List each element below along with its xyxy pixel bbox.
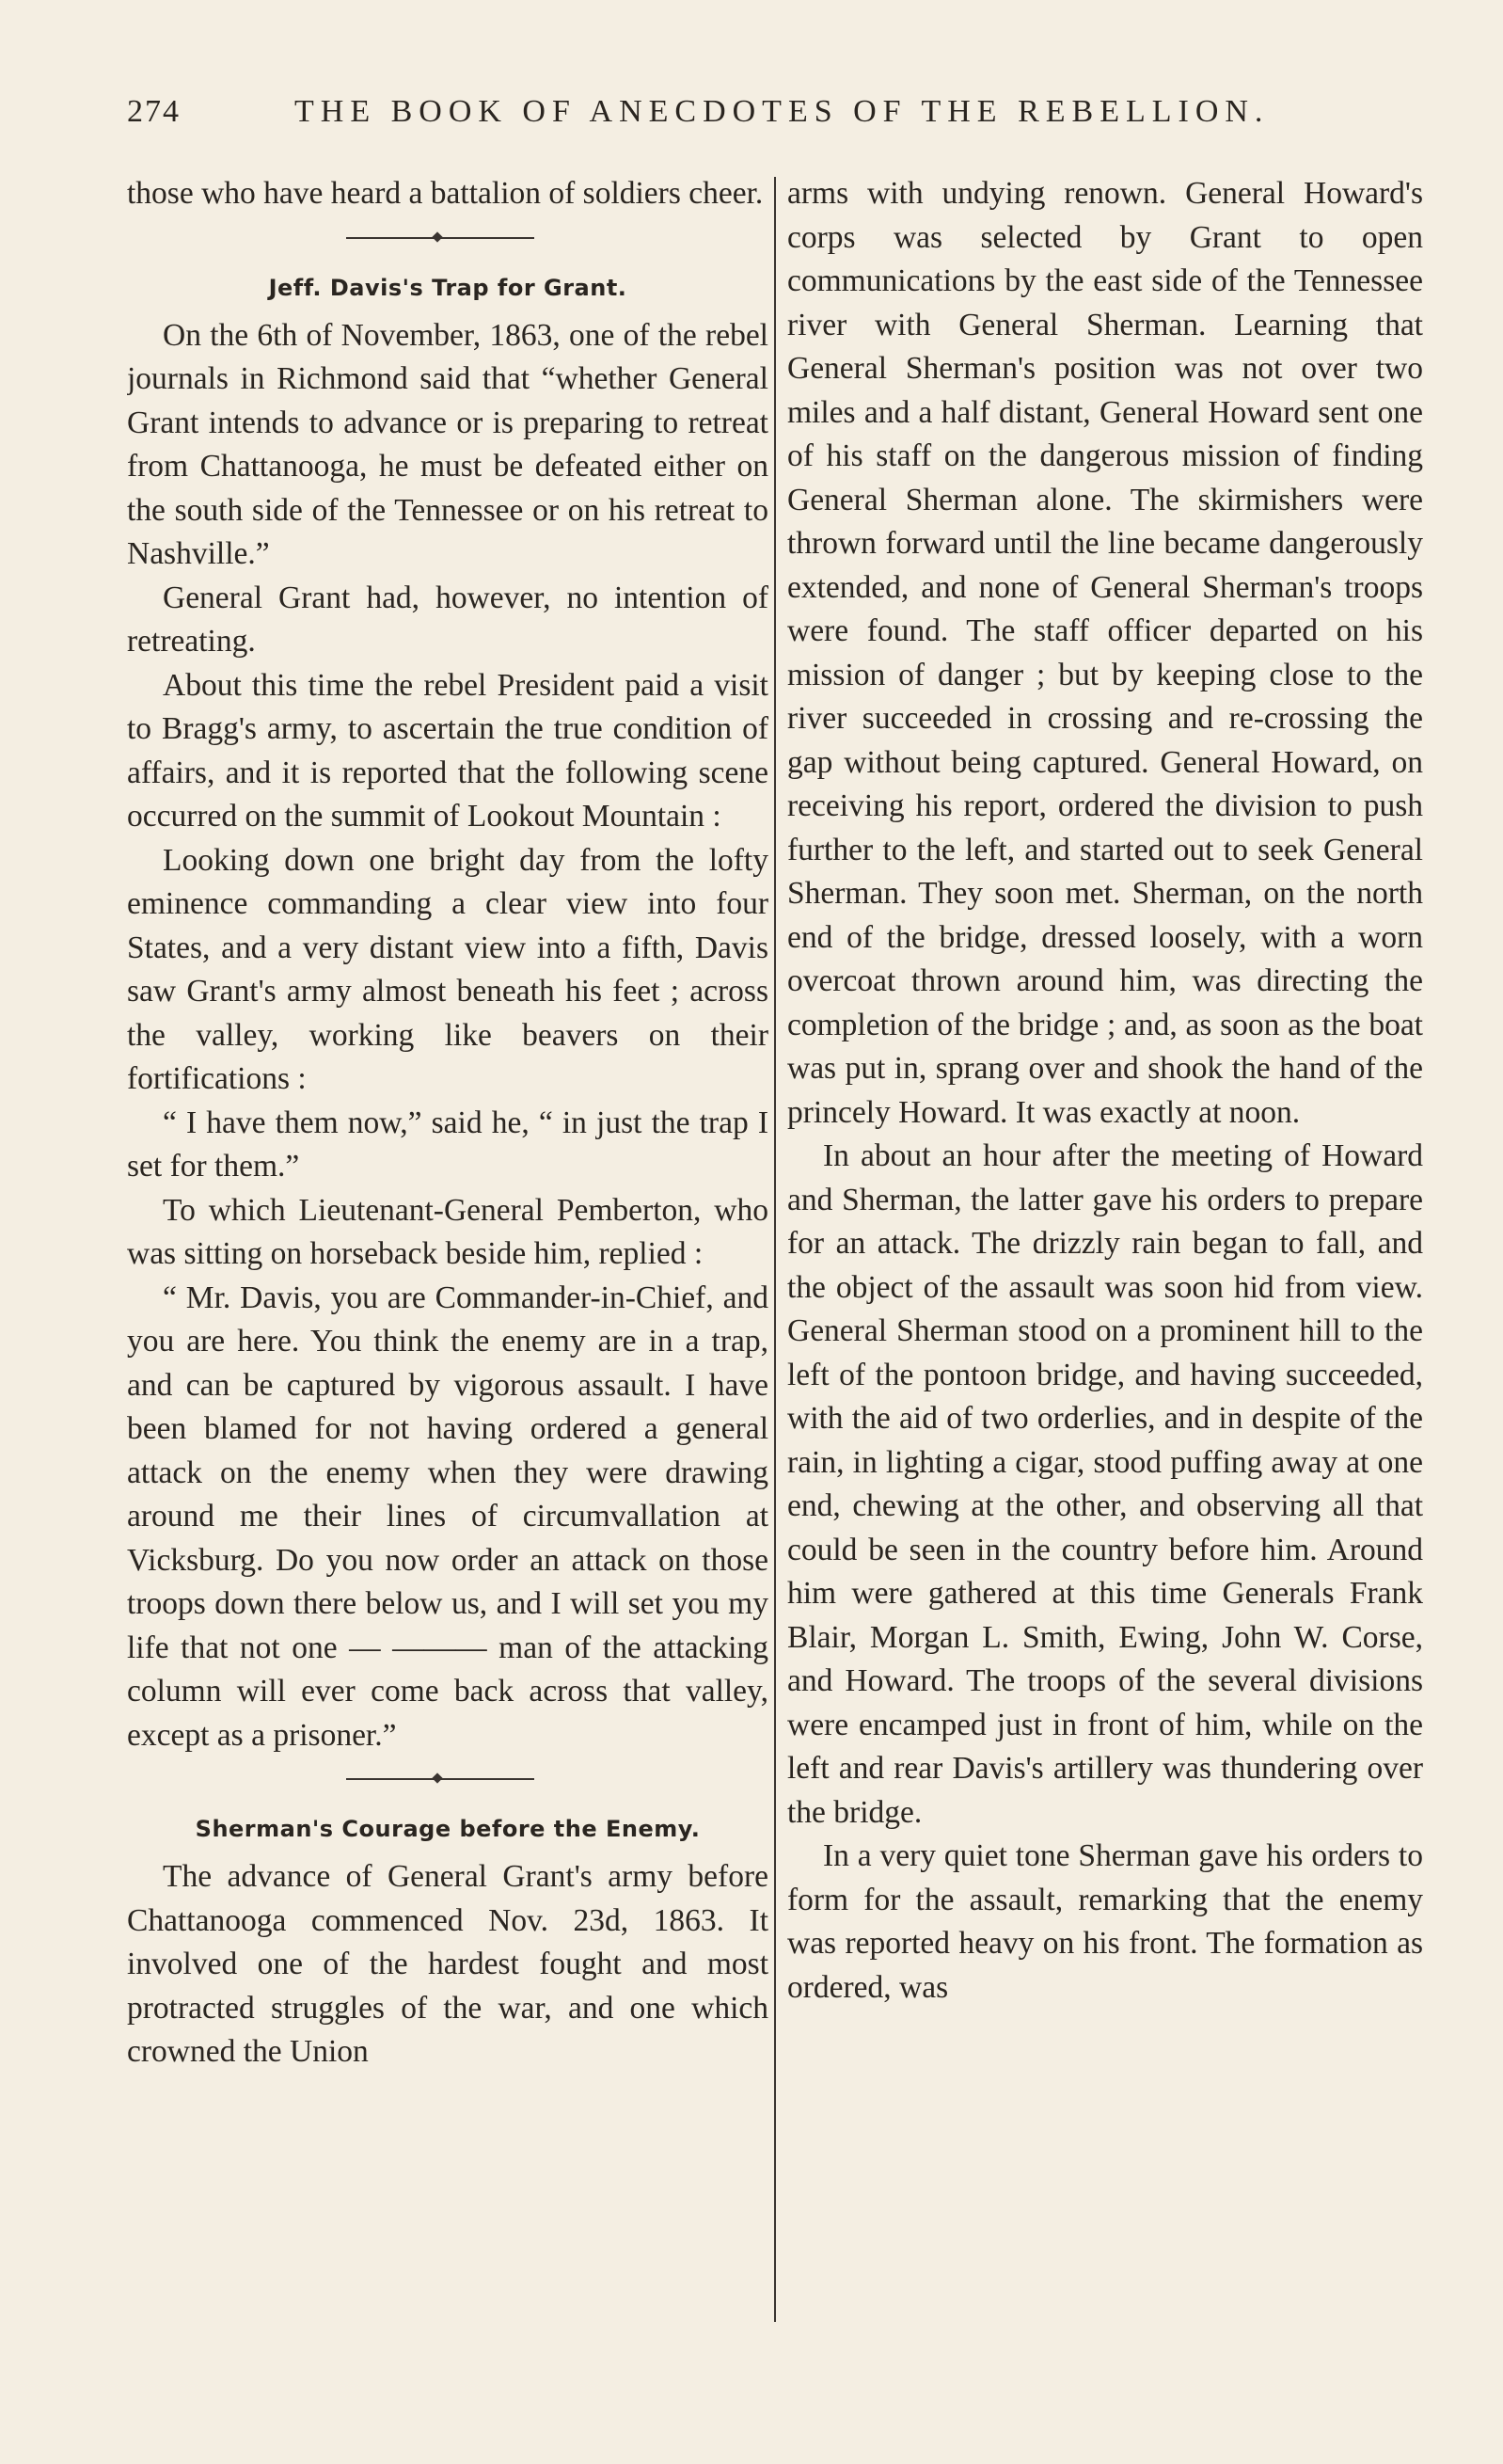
section-heading: Sherman's Courage before the Enemy. [195,1816,701,1842]
page-number: 274 [127,94,181,129]
paragraph: On the 6th of November, 1863, one of the rebel journals in Richmond said that “whether General Grant intends to advance or is preparing to retreat from Chattanooga, he must be defeated either on the south side of the Tennessee or on his retreat to Nashville.” [127,317,768,571]
running-title: THE BOOK OF ANECDOTES OF THE REBELLION. [294,94,1270,129]
paragraph: those who have heard a battalion of soldiers cheer. [127,176,764,211]
paragraph: To which Lieutenant-General Pemberton, who was sitting on horseback beside him, replied : [127,1192,768,1271]
paragraph: In about an hour after the meeting of Howard and Sherman, the latter gave his orders to prepare for an attack. The drizzly rain began to fall, and the object of the assault was soon hid from view. General Sherman stood on a prominent hill to the left of the pontoon bridge, and having succeeded, with the aid of two orderlies, and in despite of the rain, in lighting a cigar, stood puffing away at one end, chewing at the other, and observing all that could be seen in the country before him. Around him were gathered at this time Generals Frank Blair, Morgan L. Smith, Ewing, John W. Corse, and Howard. The troops of the several divisions were encamped just in front of him, while on the left and rear Davis's artillery was thundering over the bridge. [787,1138,1423,1830]
paragraph: General Grant had, however, no intention of retreating. [127,580,768,659]
right-column [787,172,1423,2336]
paragraph: “ I have them now,” said he, “ in just the trap I set for them.” [127,1105,768,1184]
left-column [127,172,768,2336]
paragraph: “ Mr. Davis, you are Commander-in-Chief, and you are here. You think the enemy are in a trap, and can be captured by vigorous assault. I have been blamed for not having ordered a general attack on the enemy when they were drawing around me their lines of circumvallation at Vicksburg. Do you now order an attack on those troops down there below us, and I will set you my life that not one — ——— man of the attacking column will ever come back across that valley, except as a prisoner.” [127,1280,768,1753]
paragraph: Looking down one bright day from the lofty eminence commanding a clear view into four States, and a very distant view into a fifth, Davis saw Grant's army almost beneath his feet ; across the valley, working like beavers on their fortifications : [127,842,768,1096]
section-separator [127,1757,768,1806]
section-heading: Jeff. Davis's Trap for Grant. [268,274,627,301]
paragraph: The advance of General Grant's army before Chattanooga commenced Nov. 23d, 1863. It involved one of the hardest fought and most protracted struggles of the war, and one which crowned the Union [127,1859,768,2069]
section-separator [127,216,768,265]
paragraph: In a very quiet tone Sherman gave his orders to form for the assault, remarking that the enemy was reported heavy on his front. The formation as ordered, was [787,1838,1423,2005]
running-header [127,94,1453,141]
paragraph: About this time the rebel President paid a visit to Bragg's army, to ascertain the true condition of affairs, and it is reported that the following scene occurred on the summit of Lookout Mountain : [127,667,768,834]
paragraph: arms with undying renown. General Howard's corps was selected by Grant to open communications by the east side of the Tennessee river with General Sherman. Learning that General Sherman's position was not over two miles and a half distant, General Howard sent one of his staff on the dangerous mission of finding General Sherman alone. The skirmishers were thrown forward until the line became dangerously extended, and none of General Sherman's troops were found. The staff officer departed on his mission of danger ; but by keeping close to the river succeeded in crossing and re-crossing the gap without being captured. General Howard, on receiving his report, ordered the division to push further to the left, and started out to seek General Sherman. They soon met. Sherman, on the north end of the bridge, dressed loosely, with a worn overcoat thrown around him, was directing the completion of the bridge ; and, as soon as the boat was put in, sprang over and shook the hand of the princely Howard. It was exactly at noon. [787,176,1423,1130]
column-divider [774,177,776,2322]
